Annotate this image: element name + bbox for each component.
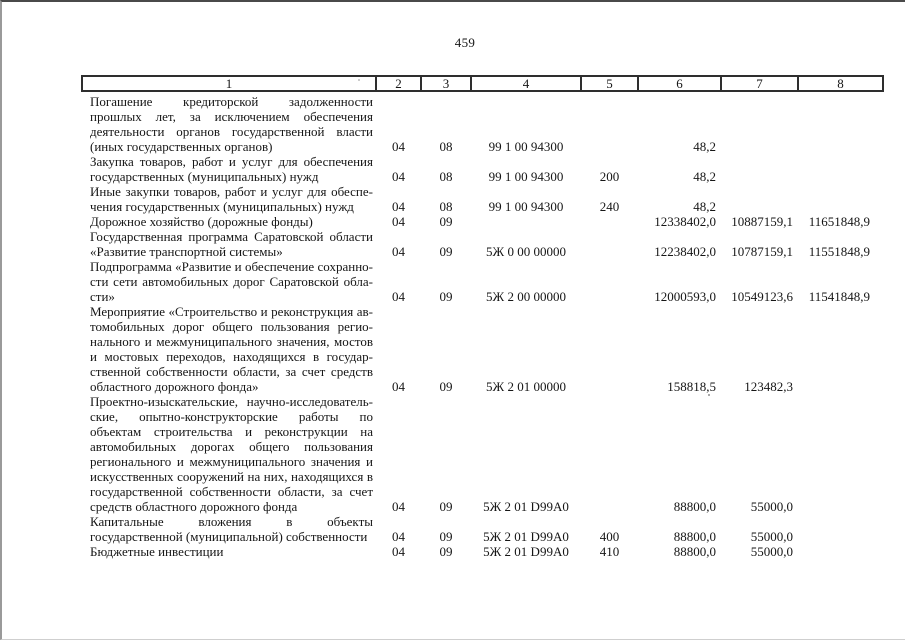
cell-csr: 5Ж 2 01 D99A0 [483, 499, 569, 514]
cell-y2: 10787159,1 [731, 244, 793, 259]
cell-vr [581, 214, 638, 229]
cell-csr: 99 1 00 94300 [488, 139, 564, 154]
cell-csr: 5Ж 2 01 D99A0 [483, 544, 569, 559]
cell-rz: 04 [392, 199, 405, 214]
cell-pr: 08 [439, 169, 453, 184]
cell-y2: 10549123,6 [731, 289, 793, 304]
cell-csr: 5Ж 0 00 00000 [486, 244, 566, 259]
table-row [82, 544, 883, 559]
cell-rz: 04 [392, 379, 405, 394]
cell-pr: 08 [439, 199, 453, 214]
table-row [82, 154, 883, 184]
cell-name: Иные закупки товаров, работ и услуг для обеспечения государственных (муниципальных) нужд [90, 184, 373, 214]
cell-rz: 04 [392, 544, 405, 559]
cell-name: Капитальные вложения в объекты государственной (муниципальной) собственности [90, 514, 373, 544]
cell-y2: 55000,0 [750, 544, 793, 559]
cell-vr: 400 [599, 529, 620, 544]
cell-y1: 88800,0 [673, 499, 716, 514]
cell-y1: 12238402,0 [654, 244, 716, 259]
cell-pr: 09 [439, 499, 453, 514]
cell-y1: 158818,5 [667, 379, 716, 394]
cell-csr: 99 1 00 94300 [488, 199, 564, 214]
cell-y3 [798, 154, 883, 184]
cell-vr [581, 259, 638, 304]
table-row [82, 304, 883, 394]
header-cell-col1: 1 [82, 76, 376, 91]
header-cell-col4: 4 [471, 76, 581, 91]
cell-rz: 04 [392, 289, 405, 304]
cell-name: Погашение кредиторской задолженности прошлых лет, за исключением обеспечения деятельности органов государственной власти (иных государственных органов) [90, 94, 373, 154]
cell-csr: 99 1 00 94300 [488, 169, 564, 184]
cell-name: Закупка товаров, работ и услуг для обеспечения государственных (муниципальных) нужд [90, 154, 373, 184]
cell-y2: 55000,0 [750, 499, 793, 514]
cell-vr [581, 394, 638, 514]
cell-vr [581, 91, 638, 154]
table-row [82, 514, 883, 544]
cell-y2 [721, 91, 798, 154]
table-row [82, 229, 883, 259]
table-body [82, 91, 883, 559]
budget-table [81, 75, 884, 559]
cell-y2 [721, 184, 798, 214]
table-row [82, 184, 883, 214]
cell-y3 [798, 394, 883, 514]
cell-pr: 08 [439, 139, 453, 154]
cell-y3 [798, 544, 883, 559]
cell-pr: 09 [439, 244, 453, 259]
cell-vr [581, 229, 638, 259]
header-cell-col3: 3 [421, 76, 471, 91]
cell-name: Бюджетные инвестиции [90, 544, 224, 559]
cell-y3 [798, 91, 883, 154]
table-row [82, 259, 883, 304]
cell-y1: 48,2 [693, 169, 716, 184]
header-cell-col8: 8 [798, 76, 883, 91]
cell-vr: 240 [599, 199, 620, 214]
cell-name: Мероприятие «Строительство и реконструкция автомобильных дорог общего пользования регионального и межмуниципального значения, мостов и мостовых переходов, находящихся в государственной собственности области, за счет средств областного дорожного фонда» [90, 304, 373, 394]
cell-name: Государственная программа Саратовской области «Развитие транспортной системы» [90, 229, 373, 259]
cell-y1: 48,2 [693, 139, 716, 154]
cell-pr: 09 [439, 529, 453, 544]
cell-name: Проектно-изыскательские, научно-исследовательские, опытно-конструкторские работы по объектам строительства и реконструкции на автомобильных дорогах общего пользования регионального и межмуниципального значения и искусственных сооружений на них, находящихся в государственной собственности области, за счет средств областного дорожного фонда [90, 394, 373, 514]
cell-pr: 09 [439, 544, 453, 559]
cell-vr: 200 [599, 169, 620, 184]
cell-rz: 04 [392, 499, 405, 514]
cell-y1: 88800,0 [673, 529, 716, 544]
cell-y3 [798, 514, 883, 544]
cell-csr [471, 214, 581, 229]
cell-vr [581, 304, 638, 394]
cell-vr: 410 [599, 544, 620, 559]
cell-y1: 48,2 [693, 199, 716, 214]
cell-csr: 5Ж 2 00 00000 [486, 289, 566, 304]
header-cell-col6: 6 [638, 76, 721, 91]
cell-rz: 04 [392, 529, 405, 544]
cell-y2: 123482,3 [744, 379, 793, 394]
cell-y3 [798, 184, 883, 214]
table-header-row [82, 76, 883, 91]
header-cell-col5: 5 [581, 76, 638, 91]
cell-y1: 88800,0 [673, 544, 716, 559]
cell-name: Дорожное хозяйство (дорожные фонды) [90, 214, 313, 229]
cell-y2: 55000,0 [750, 529, 793, 544]
cell-csr: 5Ж 2 01 D99A0 [483, 529, 569, 544]
cell-y3: 11551848,9 [808, 244, 870, 259]
cell-csr: 5Ж 2 01 00000 [486, 379, 566, 394]
cell-rz: 04 [392, 139, 405, 154]
cell-rz: 04 [392, 169, 405, 184]
header-cell-col7: 7 [721, 76, 798, 91]
header-cell-col2: 2 [376, 76, 421, 91]
table-row [82, 91, 883, 154]
cell-rz: 04 [392, 244, 405, 259]
cell-y2 [721, 154, 798, 184]
cell-y3 [798, 304, 883, 394]
cell-name: Подпрограмма «Развитие и обеспечение сохранности сети автомобильных дорог Саратовской области» [90, 259, 373, 304]
scan-speck [358, 79, 360, 81]
table-row [82, 214, 883, 229]
cell-y3: 11541848,9 [808, 289, 870, 304]
cell-rz: 04 [392, 214, 405, 229]
cell-y1: 12338402,0 [654, 214, 716, 229]
cell-pr: 09 [439, 379, 453, 394]
cell-y2: 10887159,1 [731, 214, 793, 229]
scan-speck [708, 394, 710, 396]
cell-pr: 09 [439, 289, 453, 304]
cell-y1: 12000593,0 [654, 289, 716, 304]
cell-pr: 09 [439, 214, 453, 229]
page-number: 459 [454, 35, 476, 50]
cell-y3: 11651848,9 [808, 214, 870, 229]
table-row [82, 394, 883, 514]
